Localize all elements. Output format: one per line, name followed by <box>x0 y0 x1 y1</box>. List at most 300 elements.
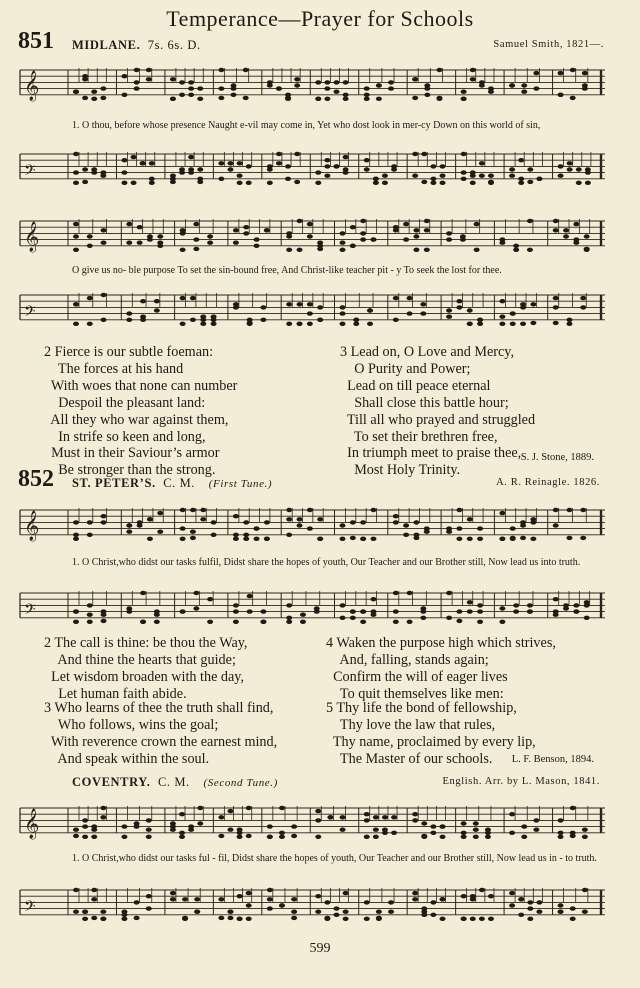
staff-mark <box>334 164 340 168</box>
staff-mark <box>470 917 476 921</box>
tune-meter: 7s. 6s. D. <box>147 38 201 52</box>
staff-mark <box>91 897 97 901</box>
staff-mark <box>440 835 446 839</box>
staff-mark <box>340 603 346 607</box>
staff-mark <box>324 174 330 178</box>
treble-clef-icon: 𝄞 <box>24 808 40 839</box>
staff-mark <box>294 77 300 81</box>
staff-mark <box>582 828 588 832</box>
staff-mark <box>286 533 292 537</box>
staff-mark <box>413 248 419 252</box>
staff-mark <box>190 296 196 300</box>
staff-mark <box>218 68 224 72</box>
staff-mark <box>530 302 536 306</box>
staff-mark <box>518 181 524 185</box>
staff-mark <box>430 824 436 828</box>
staff-mark <box>254 244 260 248</box>
staff-mark <box>233 533 239 537</box>
author-credit: S. J. Stone, 1889. <box>520 452 594 463</box>
staff-mark <box>460 234 466 238</box>
staff-mark <box>440 917 446 921</box>
staff-mark <box>521 90 527 94</box>
staff-mark <box>558 910 564 914</box>
staff-mark <box>134 80 140 84</box>
staff-mark <box>373 177 379 181</box>
staff-mark <box>121 74 127 78</box>
staff-mark <box>393 318 399 322</box>
staff-mark <box>260 609 266 613</box>
author-credit: L. F. Benson, 1894. <box>511 754 594 765</box>
staff-mark <box>533 86 539 90</box>
staff-mark <box>154 308 160 312</box>
staff-mark <box>207 620 213 624</box>
staff-mark <box>477 526 483 530</box>
staff-mark <box>260 620 266 624</box>
staff-mark <box>424 86 430 90</box>
staff-mark <box>82 917 88 921</box>
staff-mark <box>317 517 323 521</box>
staff-mark <box>140 299 146 303</box>
staff-mark <box>267 83 273 87</box>
staff-mark <box>179 80 185 84</box>
staff-mark <box>200 315 206 319</box>
staff-mark <box>73 620 79 624</box>
staff-mark <box>154 613 160 617</box>
staff-mark <box>582 71 588 75</box>
staff-mark <box>520 322 526 326</box>
staff-mark <box>73 520 79 524</box>
tune-note: (First Tune.) <box>208 478 273 490</box>
staff-mark <box>315 181 321 185</box>
staff-mark <box>126 222 132 226</box>
staff-mark <box>424 526 430 530</box>
staff-mark <box>100 910 106 914</box>
staff-mark <box>101 609 107 613</box>
staff-mark <box>473 821 479 825</box>
staff-mark <box>279 903 285 907</box>
staff-mark <box>126 606 132 610</box>
staff-mark <box>100 806 106 810</box>
verse-3: 3 Lead on, O Love and Mercy, O Purity and Power; Lead on till peace eternal Shall close this battle hour; Till all who prayed and struggled To set their brethren free, In triumph meet to praise thee, Most Holy Trinity. <box>340 344 536 479</box>
staff-mark <box>558 164 564 168</box>
staff-mark <box>180 609 186 613</box>
staff-mark <box>197 821 203 825</box>
staff-mark <box>570 831 576 835</box>
staff-mark <box>121 93 127 97</box>
staff-mark <box>521 824 527 828</box>
staff-mark <box>218 86 224 90</box>
verse-4: 4 Waken the purpose high which strives, And, falling, stands again; Confirm the will of eager lives To quit themselves like men: <box>326 635 556 702</box>
staff-mark <box>470 181 476 185</box>
staff-mark <box>499 620 505 624</box>
staff-mark <box>73 834 79 838</box>
staff-mark <box>360 620 366 624</box>
staff-mark <box>518 897 524 901</box>
staff-mark <box>267 906 273 910</box>
staff-mark <box>584 234 590 238</box>
staff-mark <box>370 237 376 241</box>
staff-mark <box>334 913 340 917</box>
staff-mark <box>82 167 88 171</box>
bass-clef-icon: 𝄢 <box>24 302 36 324</box>
staff-mark <box>82 910 88 914</box>
staff-mark <box>553 321 559 325</box>
staff-mark <box>218 96 224 100</box>
staff-mark <box>267 835 273 839</box>
staff-mark <box>407 591 413 595</box>
staff-mark <box>297 523 303 527</box>
staff-mark <box>170 180 176 184</box>
staff-mark <box>194 897 200 901</box>
staff-mark <box>73 537 79 541</box>
staff-mark <box>190 530 196 534</box>
tune-name-midlane <box>72 38 201 53</box>
staff-mark <box>343 155 349 159</box>
staff-mark <box>87 234 93 238</box>
staff-mark <box>82 77 88 81</box>
staff-mark <box>134 824 140 828</box>
staff-mark <box>553 523 559 527</box>
staff-mark <box>180 322 186 326</box>
staff-mark <box>421 152 427 156</box>
staff-mark <box>393 296 399 300</box>
staff-mark <box>403 237 409 241</box>
staff-mark <box>237 917 243 921</box>
staff-mark <box>446 526 452 530</box>
staff-mark <box>520 536 526 540</box>
staff-mark <box>101 293 107 297</box>
staff-mark <box>276 86 282 90</box>
staff-mark <box>243 68 249 72</box>
staff-mark <box>373 181 379 185</box>
staff-mark <box>521 835 527 839</box>
staff-mark <box>582 888 588 892</box>
staff-mark <box>246 917 252 921</box>
staff-mark <box>126 311 132 315</box>
staff-mark <box>456 537 462 541</box>
lyric-line: 1. O thou, before whose presence Naught e-vil may come in, Yet who dost look in mer-cy Down on this world of sin, <box>72 120 541 131</box>
staff-mark <box>461 831 467 835</box>
staff-mark <box>393 520 399 524</box>
staff-mark <box>317 241 323 245</box>
staff-mark <box>87 603 93 607</box>
staff-mark <box>207 241 213 245</box>
staff-mark <box>211 315 217 319</box>
staff-mark <box>391 164 397 168</box>
staff-mark <box>527 906 533 910</box>
staff-mark <box>247 594 253 598</box>
staff-mark <box>370 537 376 541</box>
staff-mark <box>126 530 132 534</box>
staff-mark <box>227 167 233 171</box>
staff-mark <box>479 917 485 921</box>
staff-mark <box>488 894 494 898</box>
staff-mark <box>350 609 356 613</box>
staff-mark <box>340 828 346 832</box>
staff-mark <box>558 818 564 822</box>
staff-mark <box>180 526 186 530</box>
staff-mark <box>350 225 356 229</box>
staff-mark <box>364 812 370 816</box>
staff-mark <box>334 906 340 910</box>
staff-mark <box>134 900 140 904</box>
page-number: 599 <box>309 941 331 956</box>
staff-mark <box>373 815 379 819</box>
staff-mark <box>73 302 79 306</box>
staff-mark <box>420 606 426 610</box>
staff-mark <box>360 237 366 241</box>
staff-mark <box>461 894 467 898</box>
staff-mark <box>474 222 480 226</box>
staff-mark <box>324 917 330 921</box>
staff-mark <box>456 526 462 530</box>
staff-mark <box>149 181 155 185</box>
staff-mark <box>440 824 446 828</box>
staff-mark <box>170 824 176 828</box>
staff-mark <box>91 97 97 101</box>
staff-mark <box>553 508 559 512</box>
staff-mark <box>420 311 426 315</box>
staff-mark <box>182 917 188 921</box>
staff-mark <box>446 591 452 595</box>
staff-mark <box>207 234 213 238</box>
staff-mark <box>350 244 356 248</box>
staff-mark <box>91 835 97 839</box>
staff-mark <box>317 318 323 322</box>
staff-mark <box>558 93 564 97</box>
staff-mark <box>294 83 300 87</box>
staff-mark <box>73 90 79 94</box>
staff-mark <box>499 537 505 541</box>
staff-mark <box>157 511 163 515</box>
staff-mark <box>340 231 346 235</box>
staff-mark <box>350 536 356 540</box>
staff-mark <box>307 526 313 530</box>
staff-mark <box>121 158 127 162</box>
staff-mark <box>430 177 436 181</box>
staff-mark <box>157 530 163 534</box>
staff-mark <box>370 597 376 601</box>
staff-mark <box>573 222 579 226</box>
staff-mark <box>82 96 88 100</box>
staff-mark <box>499 299 505 303</box>
staff-mark <box>536 910 542 914</box>
staff-mark <box>461 170 467 174</box>
staff-mark <box>91 916 97 920</box>
staff-mark <box>291 824 297 828</box>
staff-mark <box>364 835 370 839</box>
staff-mark <box>570 806 576 810</box>
tune-note: (Second Tune.) <box>203 777 278 789</box>
staff-mark <box>73 234 79 238</box>
staff-mark <box>563 234 569 238</box>
staff-mark <box>233 305 239 309</box>
staff-mark <box>126 318 132 322</box>
staff-mark <box>382 815 388 819</box>
staff-mark <box>82 818 88 822</box>
staff-mark <box>231 93 237 97</box>
staff-mark <box>243 520 249 524</box>
staff-mark <box>180 231 186 235</box>
staff-mark <box>536 177 542 181</box>
staff-mark <box>467 600 473 604</box>
staff-mark <box>254 526 260 530</box>
staff-mark <box>285 164 291 168</box>
staff-mark <box>509 174 515 178</box>
staff-mark <box>147 517 153 521</box>
staff-mark <box>100 917 106 921</box>
staff-mark <box>188 155 194 159</box>
staff-mark <box>421 180 427 184</box>
staff-mark <box>315 910 321 914</box>
staff-mark <box>146 835 152 839</box>
staff-mark <box>509 812 515 816</box>
staff-mark <box>286 603 292 607</box>
treble-clef-icon: 𝄞 <box>24 221 40 252</box>
staff-mark <box>140 161 146 165</box>
staff-mark <box>413 520 419 524</box>
staff-mark <box>461 821 467 825</box>
staff-mark <box>193 237 199 241</box>
staff-mark <box>233 537 239 541</box>
staff-mark <box>584 248 590 252</box>
staff-mark <box>315 80 321 84</box>
staff-mark <box>73 181 79 185</box>
staff-mark <box>340 322 346 326</box>
staff-mark <box>563 228 569 232</box>
staff-mark <box>412 152 418 156</box>
staff-mark <box>154 299 160 303</box>
staff-mark <box>521 83 527 87</box>
tune-title: MIDLANE. <box>72 38 141 52</box>
staff-mark <box>430 181 436 185</box>
staff-mark <box>530 517 536 521</box>
staff-mark <box>353 318 359 322</box>
staff-mark <box>246 834 252 838</box>
staff-mark <box>237 894 243 898</box>
staff-mark <box>570 96 576 100</box>
staff-mark <box>367 322 373 326</box>
staff-mark <box>488 90 494 94</box>
staff-mark <box>573 603 579 607</box>
staff-mark <box>218 916 224 920</box>
staff-mark <box>393 591 399 595</box>
staff-mark <box>424 228 430 232</box>
staff-mark <box>154 620 160 624</box>
verse-2: 2 Fierce is our subtle foeman: The forces at his hand With woes that none can number Despoil the pleasant land: All they who war against them, In strife so keen and long, Must in their Saviour’s armor Be stronger than the strong. <box>44 344 238 479</box>
verse-2: 2 The call is thine: be thou the Way, And thine the hearts that guide; Let wisdom broaden with the day, Let human faith abide. <box>44 635 248 702</box>
music-staff <box>0 287 640 327</box>
staff-mark <box>227 916 233 920</box>
staff-mark <box>315 894 321 898</box>
staff-mark <box>488 917 494 921</box>
staff-mark <box>87 533 93 537</box>
staff-mark <box>101 520 107 524</box>
staff-mark <box>580 536 586 540</box>
staff-mark <box>412 96 418 100</box>
staff-mark <box>373 835 379 839</box>
staff-mark <box>527 609 533 613</box>
staff-mark <box>233 228 239 232</box>
staff-mark <box>286 302 292 306</box>
staff-mark <box>180 248 186 252</box>
staff-mark <box>461 835 467 839</box>
staff-mark <box>315 809 321 813</box>
staff-mark <box>134 916 140 920</box>
staff-mark <box>131 181 137 185</box>
staff-mark <box>518 158 524 162</box>
staff-mark <box>467 537 473 541</box>
staff-mark <box>211 520 217 524</box>
staff-mark <box>391 815 397 819</box>
staff-mark <box>294 180 300 184</box>
staff-mark <box>570 917 576 921</box>
staff-mark <box>297 322 303 326</box>
staff-mark <box>553 219 559 223</box>
staff-mark <box>307 234 313 238</box>
staff-mark <box>413 533 419 537</box>
staff-mark <box>87 322 93 326</box>
staff-mark <box>297 517 303 521</box>
staff-mark <box>388 910 394 914</box>
staff-mark <box>499 315 505 319</box>
staff-mark <box>364 86 370 90</box>
staff-mark <box>286 508 292 512</box>
staff-mark <box>576 167 582 171</box>
staff-mark <box>267 181 273 185</box>
staff-mark <box>470 897 476 901</box>
staff-mark <box>314 606 320 610</box>
staff-mark <box>376 910 382 914</box>
staff-mark <box>436 68 442 72</box>
staff-mark <box>527 917 533 921</box>
staff-mark <box>91 170 97 174</box>
staff-mark <box>570 906 576 910</box>
staff-mark <box>456 299 462 303</box>
staff-mark <box>170 891 176 895</box>
staff-mark <box>403 533 409 537</box>
staff-mark <box>82 180 88 184</box>
composer-credit: English. Arr. by L. Mason, 1841. <box>442 776 600 787</box>
staff-mark <box>146 77 152 81</box>
staff-mark <box>100 174 106 178</box>
bass-clef-icon: 𝄢 <box>24 161 36 183</box>
staff-mark <box>477 318 483 322</box>
staff-mark <box>376 916 382 920</box>
staff-mark <box>527 219 533 223</box>
staff-mark <box>197 180 203 184</box>
staff-mark <box>170 897 176 901</box>
staff-mark <box>553 597 559 601</box>
staff-mark <box>137 520 143 524</box>
staff-mark <box>170 97 176 101</box>
staff-mark <box>360 609 366 613</box>
staff-mark <box>324 86 330 90</box>
treble-clef-icon: 𝄞 <box>24 510 40 541</box>
staff-mark <box>291 897 297 901</box>
staff-mark <box>477 322 483 326</box>
staff-mark <box>558 831 564 835</box>
staff-mark <box>364 93 370 97</box>
staff-mark <box>188 86 194 90</box>
staff-mark <box>279 835 285 839</box>
staff-mark <box>243 533 249 537</box>
bass-clef-icon: 𝄢 <box>24 600 36 622</box>
staff-mark <box>407 296 413 300</box>
staff-mark <box>553 296 559 300</box>
staff-mark <box>527 167 533 171</box>
staff-mark <box>527 603 533 607</box>
